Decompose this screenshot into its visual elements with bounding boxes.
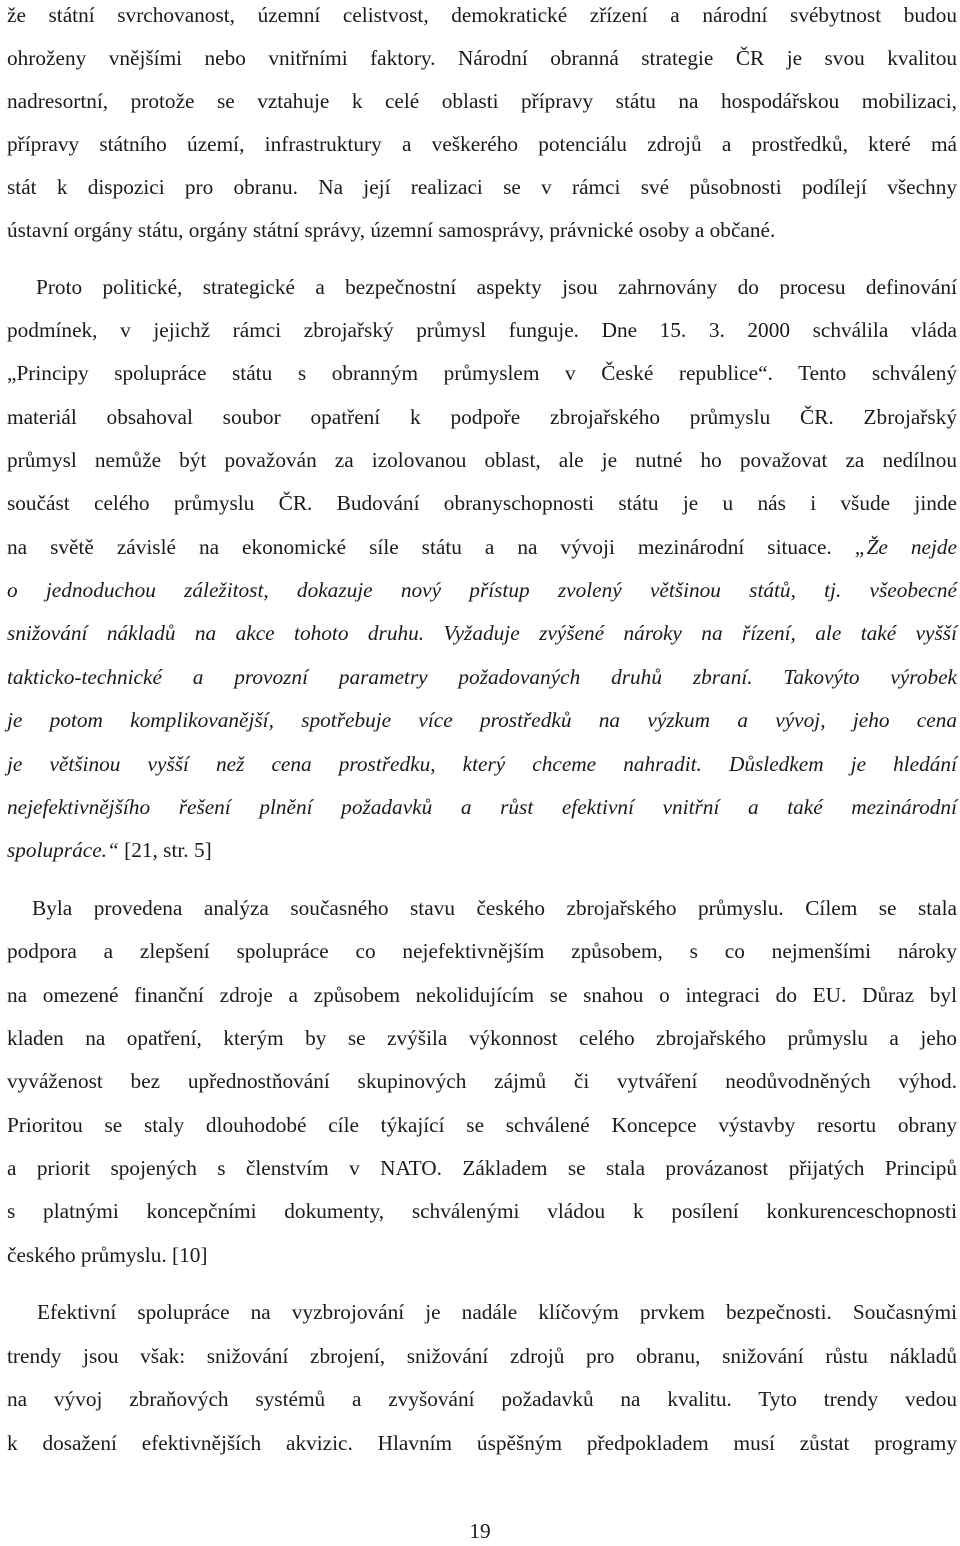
p2-line-6: součást celého průmyslu ČR. Budování obranyschopnosti státu je u nás i všude jinde [7, 491, 957, 515]
p1-line-4: přípravy státního území, infrastruktury a veškerého potenciálu zdrojů a prostředků, které má [7, 132, 957, 156]
p2-line-8 [7, 575, 957, 605]
quote-line-9: snižování nákladů na akce tohoto druhu. Vyžaduje zvýšené nároky na řízení, ale také vyšší [7, 621, 957, 645]
p2-line-9 [7, 618, 957, 648]
p4-line-2: trendy jsou však: snižování zbrojení, snižování zdrojů pro obranu, snižování růstu nákladů [7, 1344, 957, 1368]
p2-line-7 [7, 532, 957, 562]
p2-line-4: materiál obsahoval soubor opatření k podpoře zbrojařského průmyslu ČR. Zbrojařský [7, 405, 957, 429]
quote-line-12: je většinou vyšší než cena prostředku, který chceme nahradit. Důsledkem je hledání [7, 752, 957, 776]
p2-line-10 [7, 662, 957, 692]
p3-line-7: a priorit spojených s členstvím v NATO. Základem se stala provázanost přijatých Principů [7, 1156, 957, 1180]
p3-line-9: českého průmyslu. [10] [7, 1243, 208, 1267]
p3-line-3: na omezené finanční zdroje a způsobem nekolidujícím se snahou o integraci do EU. Důraz byl [7, 983, 957, 1007]
p1-line-5: stát k dispozici pro obranu. Na její realizaci se v rámci své působnosti podílejí všechny [7, 175, 957, 199]
p3-line-6: Prioritou se staly dlouhodobé cíle týkající se schválené Koncepce výstavby resortu obrany [7, 1113, 957, 1137]
p2-line-5: průmysl nemůže být považován za izolovanou oblast, ale je nutné ho považovat za nedílnou [7, 448, 957, 472]
p1-line-2: ohroženy vnějšími nebo vnitřními faktory. Národní obranná strategie ČR je svou kvalitou [7, 46, 957, 70]
quote-line-8: o jednoduchou záležitost, dokazuje nový přístup zvolený většinou států, tj. všeobecné [7, 578, 957, 602]
p2-line-1: Proto politické, strategické a bezpečnostní aspekty jsou zahrnovány do procesu definování [36, 275, 957, 299]
quote-line-11: je potom komplikovanější, spotřebuje více prostředků na výzkum a vývoj, jeho cena [7, 708, 957, 732]
quote-line-13: nejefektivnějšího řešení plnění požadavků a růst efektivní vnitřní a také mezinárodní [7, 795, 957, 819]
p4-line-4: k dosažení efektivnějších akvizic. Hlavním úspěšným předpokladem musí zůstat programy [7, 1431, 957, 1455]
p2-line-11 [7, 705, 957, 735]
p2-line-7-text: na světě závislé na ekonomické síle státu a na vývoji mezinárodní situace. [7, 535, 855, 559]
p3-line-1: Byla provedena analýza současného stavu českého zbrojařského průmyslu. Cílem se stala [32, 896, 957, 920]
p2-line-13 [7, 792, 957, 822]
quote-start: „Že nejde [854, 535, 957, 559]
page-number: 19 [469, 1519, 491, 1543]
p2-line-3: „Principy spolupráce státu s obranným průmyslem v České republice“. Tento schválený [7, 361, 957, 385]
citation: [21, str. 5] [118, 838, 212, 862]
quote-end: spolupráce.“ [7, 838, 119, 862]
p1-line-6: ústavní orgány státu, orgány státní správy, územní samosprávy, právnické osoby a občané. [7, 218, 776, 242]
p2-line-14 [7, 835, 957, 865]
p1-line-1: že státní svrchovanost, územní celistvost, demokratické zřízení a národní svébytnost budou [7, 3, 957, 27]
p4-line-3: na vývoj zbraňových systémů a zvyšování požadavků na kvalitu. Tyto trendy vedou [7, 1387, 957, 1411]
p1-line-3: nadresortní, protože se vztahuje k celé oblasti přípravy státu na hospodářskou mobilizaci, [7, 89, 957, 113]
quote-line-10: takticko-technické a provozní parametry požadovaných druhů zbraní. Takovýto výrobek [7, 665, 957, 689]
p3-line-2: podpora a zlepšení spolupráce co nejefektivnějším způsobem, s co nejmenšími nároky [7, 939, 957, 963]
p3-line-4: kladen na opatření, kterým by se zvýšila výkonnost celého zbrojařského průmyslu a jeho [7, 1026, 957, 1050]
p3-line-5: vyváženost bez upřednostňování skupinových zájmů či vytváření neodůvodněných výhod. [7, 1069, 957, 1093]
p2-line-12 [7, 749, 957, 779]
p3-line-8: s platnými koncepčními dokumenty, schválenými vládou k posílení konkurenceschopnosti [7, 1199, 957, 1223]
p4-line-1: Efektivní spolupráce na vyzbrojování je nadále klíčovým prvkem bezpečnosti. Současnými [37, 1300, 957, 1324]
p2-line-2: podmínek, v jejichž rámci zbrojařský průmysl funguje. Dne 15. 3. 2000 schválila vláda [7, 318, 957, 342]
